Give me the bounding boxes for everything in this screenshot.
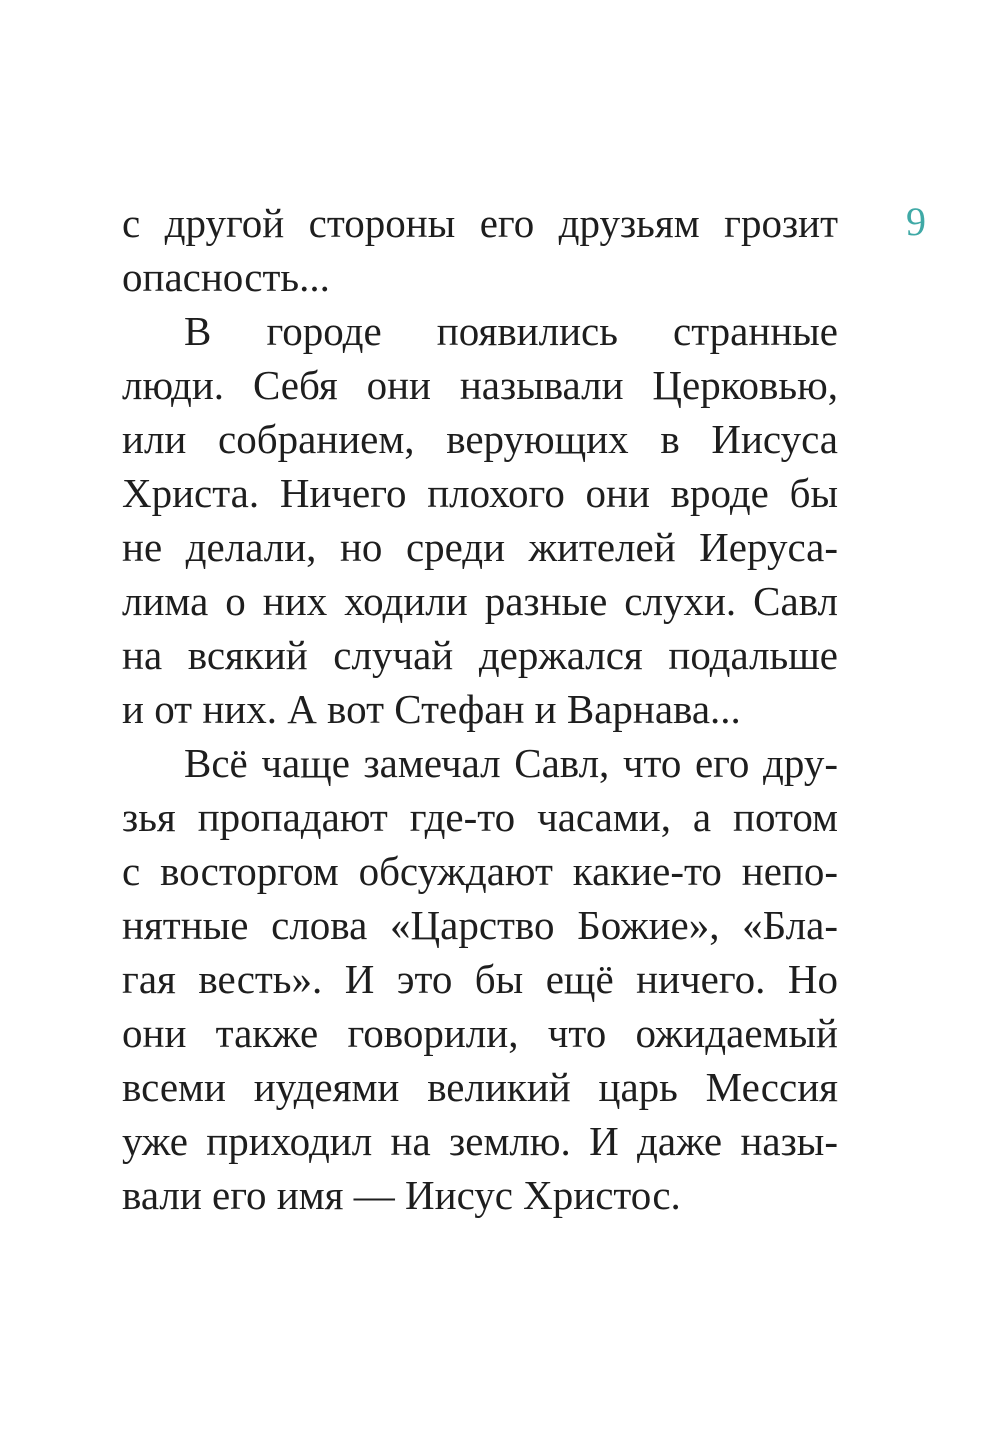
text-line: опасность... [122, 254, 330, 300]
text-line: они также говорили, что ожидаемый [122, 1010, 838, 1056]
body-text [122, 196, 838, 1222]
text-line: лима о них ходили разные слухи. Савл [122, 578, 838, 624]
text-line: зья пропадают где-то часами, а потом [122, 794, 838, 840]
text-line: не делали, но среди жителей Иеруса- [122, 524, 838, 570]
text-line: нятные слова «Царство Божие», «Бла- [122, 902, 838, 948]
text-line: на всякий случай держался подальше [122, 632, 838, 678]
text-line: с восторгом обсуждают какие-то непо- [122, 848, 838, 894]
text-line: люди. Себя они называли Церковью, [122, 362, 838, 408]
text-line: В городе появились странные [184, 308, 838, 354]
text-line: гая весть». И это бы ещё ничего. Но [122, 956, 838, 1002]
text-line: с другой стороны его друзьям грозит [122, 200, 838, 246]
text-line: и от них. А вот Стефан и Варнава... [122, 686, 741, 732]
page-number: 9 [906, 199, 926, 244]
text-line: Всё чаще замечал Савл, что его дру- [184, 740, 838, 786]
text-line: вали его имя — Иисус Христос. [122, 1172, 681, 1218]
text-line: уже приходил на землю. И даже назы- [122, 1118, 838, 1164]
text-line: всеми иудеями великий царь Мессия [122, 1064, 838, 1110]
text-line: или собранием, верующих в Иисуса [122, 416, 838, 462]
text-line: Христа. Ничего плохого они вроде бы [122, 470, 838, 516]
